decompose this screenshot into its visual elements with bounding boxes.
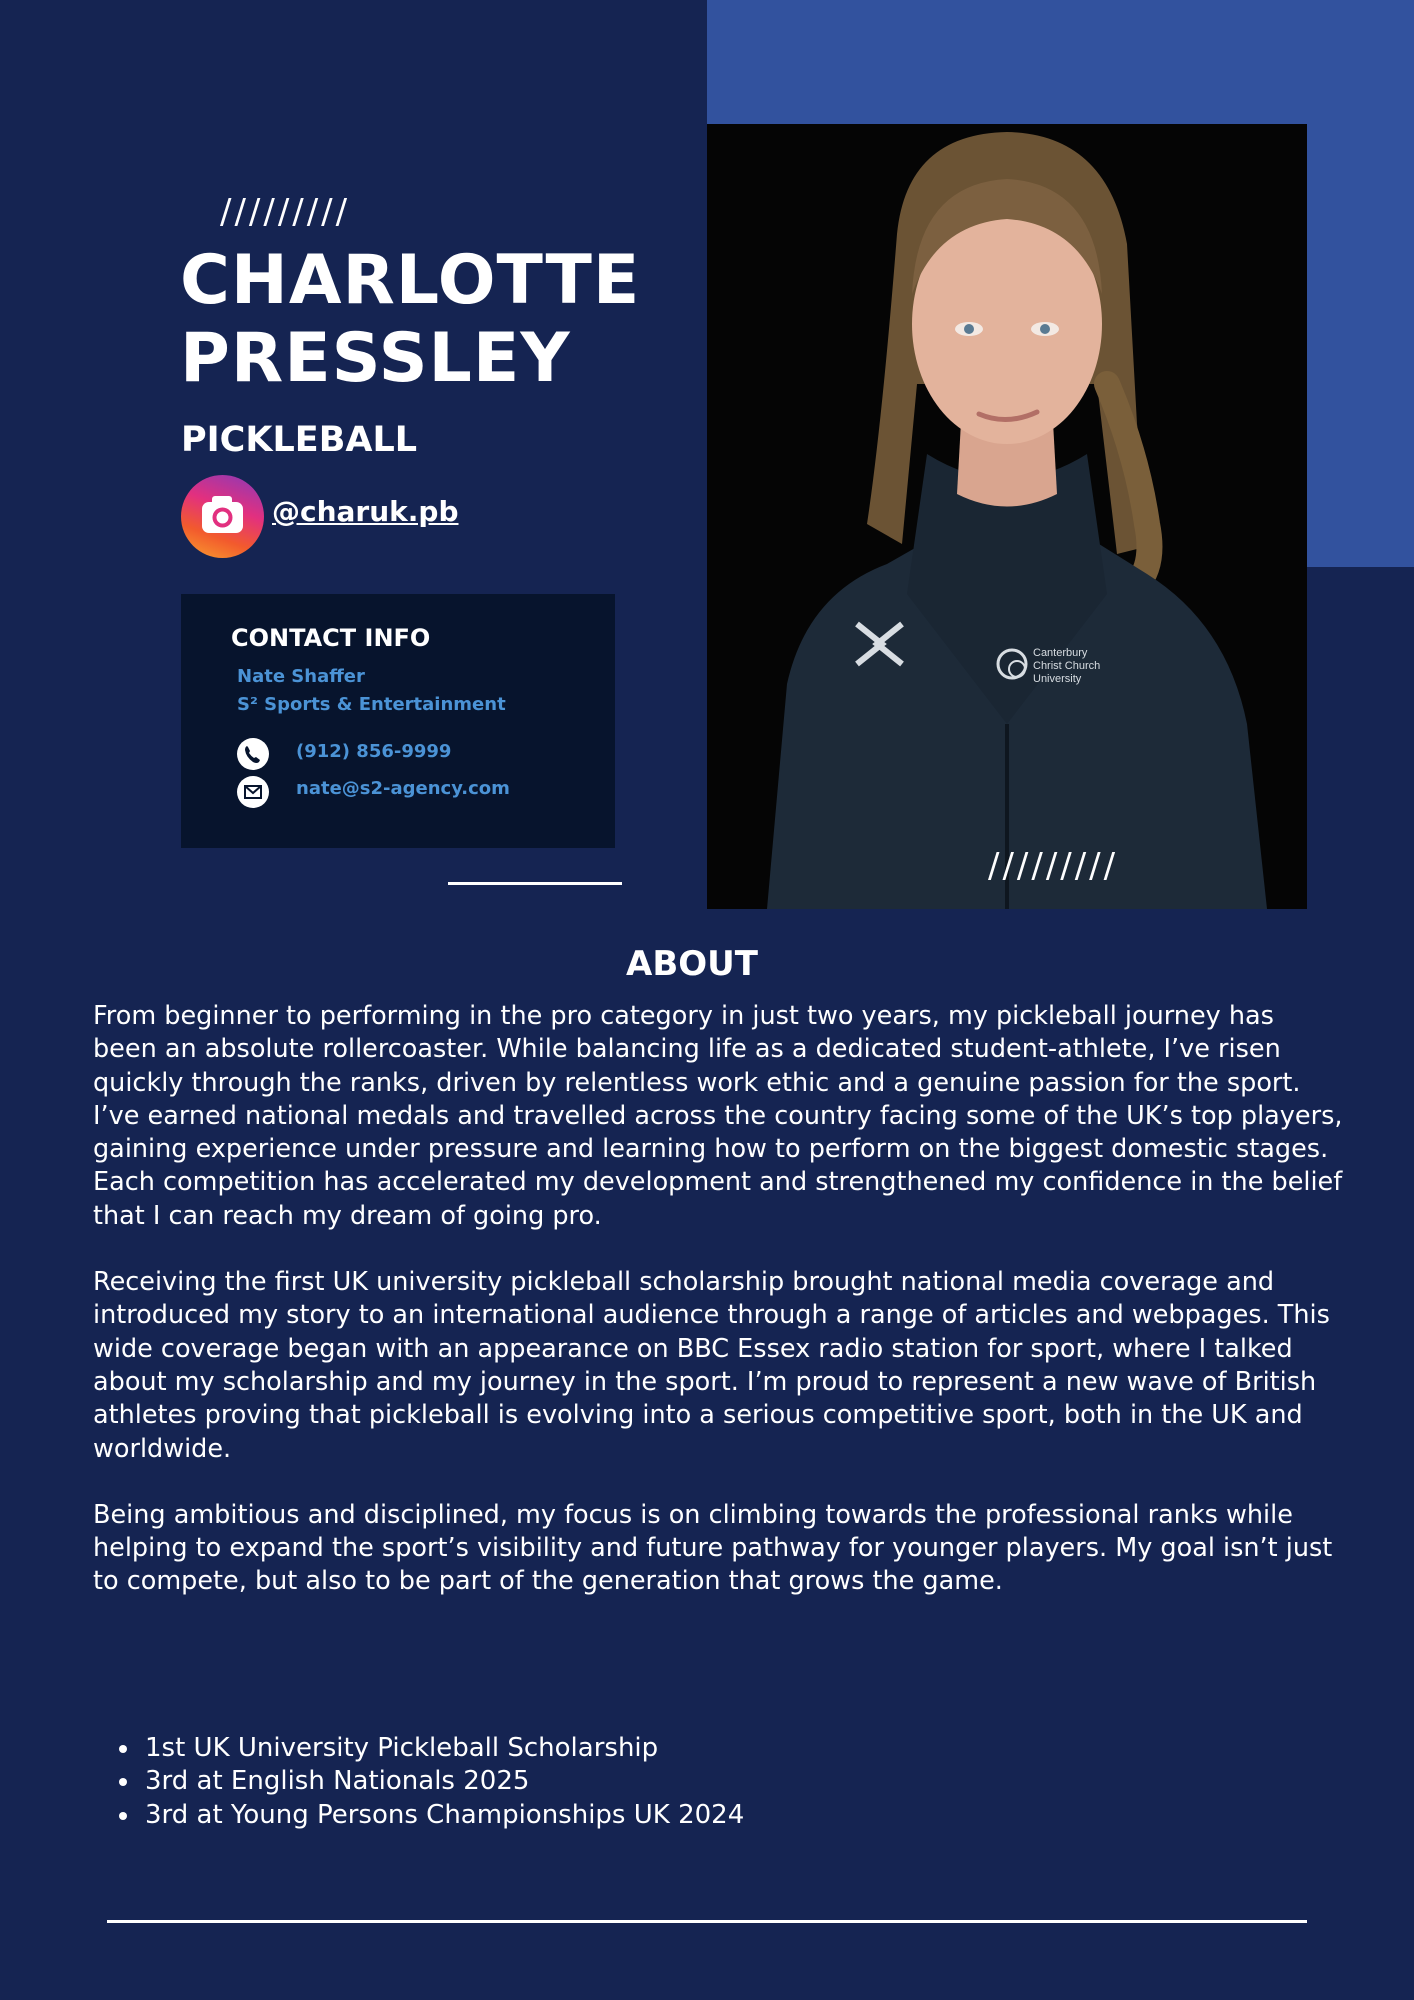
about-paragraph: Receiving the first UK university pickleball scholarship brought national media coverage and introduced my story to an international audience through a range of articles and webpages. This wide coverage began with an appearance on BBC Essex radio station for sport, where I talked about my scholarship and my journey in the sport. I’m proud to represent a new wave of British athletes proving that pickleball is evolving into a serious competitive sport, both in the UK and worldwide. [93,1267,1330,1464]
first-name: CHARLOTTE [180,241,641,320]
jacket-logo-line1: Canterbury [1033,647,1088,659]
about-title: ABOUT [626,944,758,984]
contact-phone[interactable]: (912) 856-9999 [296,741,452,762]
jacket-logo-line3: University [1033,673,1082,685]
about-paragraph: From beginner to performing in the pro category in just two years, my pickleball journey has been an absolute rollercoaster. While balancing life as a dedicated student-athlete, I’ve risen quickly through the ranks, driven by relentless work ethic and a genuine passion for the sport. I’ve earned national medals and travelled across the country facing some of the UK’s top players, gaining experience under pressure and learning how to perform on the biggest domestic stages. Each competition has accelerated my development and strengthened my confidence in the belief that I can reach my dream of going pro. [93,1001,1343,1231]
decorative-slashes-top: ///////// [220,192,351,232]
last-name: PRESSLEY [180,319,571,398]
phone-icon [237,738,269,770]
decorative-slashes-photo: ///////// [988,846,1119,886]
athlete-name [180,242,640,398]
achievements-list [93,1732,744,1832]
divider-short [448,882,622,885]
about-paragraph: Being ambitious and disciplined, my focus is on climbing towards the professional ranks while helping to expand the sport’s visibility and future pathway for younger players. My goal isn’t just to compete, but also to be part of the generation that grows the game. [93,1499,1333,1597]
contact-info-box [181,594,615,848]
contact-agency: S² Sports & Entertainment [237,694,506,715]
contact-info-title: CONTACT INFO [231,624,431,652]
sport-title: PICKLEBALL [181,420,418,460]
athlete-photo [707,124,1307,909]
mail-icon [237,776,269,808]
about-body [93,1000,1343,1632]
contact-email[interactable]: nate@s2-agency.com [296,778,510,799]
achievement-item: • 1st UK University Pickleball Scholarship [141,1732,744,1765]
contact-agent-name: Nate Shaffer [237,666,365,687]
achievement-item: • 3rd at English Nationals 2025 [141,1765,744,1798]
achievement-item: • 3rd at Young Persons Championships UK 2024 [141,1799,744,1832]
instagram-icon[interactable] [181,475,264,558]
instagram-handle-link[interactable]: @charuk.pb [272,495,459,528]
jacket-logo-line2: Christ Church [1033,660,1101,672]
divider-bottom [107,1920,1307,1923]
